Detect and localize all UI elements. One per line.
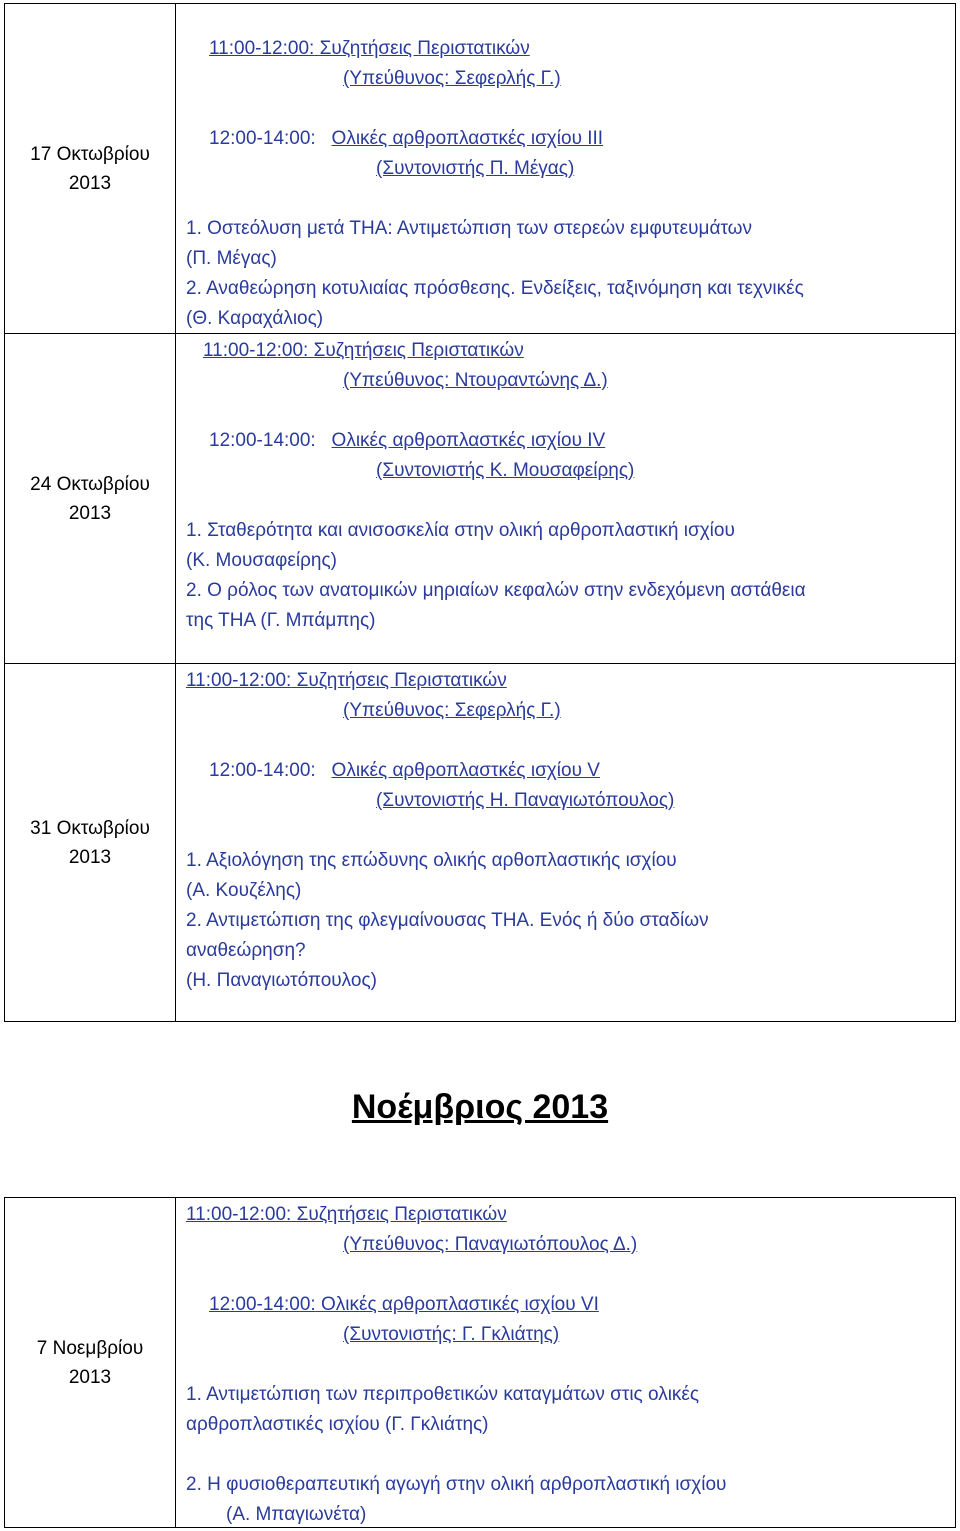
date-day: 31 Οκτωβρίου (30, 817, 150, 839)
discussion-heading (186, 1200, 507, 1230)
session-title: Ολικές αρθροπλαστικές ισχίου VI (320, 1294, 599, 1315)
talk-title: 2. Αναθεώρηση κοτυλιαίας πρόσθεσης. Ενδείξεις, ταξινόμηση και τεχνικές (186, 278, 804, 299)
date-year: 2013 (68, 502, 112, 524)
discussion-heading (209, 34, 530, 64)
session-heading (209, 756, 600, 786)
discussion-time: 11:00-12:00: (209, 38, 315, 59)
talk-title: 2. Αντιμετώπιση της φλεγμαίνουσας ΤΗΑ. Ενός ή δύο σταδίων (186, 910, 709, 931)
talk-title: 2. Η φυσιοθεραπευτική αγωγή στην ολική αρθροπλαστική ισχίου (186, 1474, 727, 1495)
discussion-title: Συζητήσεις Περιστατικών (296, 1204, 507, 1225)
schedule-row (5, 1198, 956, 1528)
month-heading: Νοέμβριος 2013 (351, 1088, 609, 1126)
talk-title-cont: αναθεώρηση? (186, 940, 306, 961)
talk-speaker: (Γ. Γκλιάτης) (385, 1414, 489, 1435)
talk-title-cont: της ΤΗΑ (186, 610, 256, 631)
discussion-lead: (Υπεύθυνος: Σεφερλής Γ.) (343, 68, 561, 89)
discussion-title: Συζητήσεις Περιστατικών (319, 38, 530, 59)
session-title: Ολικές αρθροπλαστκές ισχίου IV (331, 430, 606, 451)
session-time: 12:00-14:00: (209, 1294, 316, 1315)
session-time: 12:00-14:00: (209, 128, 316, 149)
date-year: 2013 (68, 1366, 112, 1388)
date-cell (5, 334, 176, 664)
discussion-time: 11:00-12:00: (186, 670, 292, 691)
schedule-row (5, 4, 956, 334)
talk-title: 1. Αντιμετώπιση των περιπροθετικών καταγμάτων στις ολικές (186, 1384, 700, 1405)
session-heading (209, 124, 603, 154)
session-heading (209, 426, 605, 456)
session-heading (209, 1290, 599, 1320)
date-day: 7 Νοεμβρίου (36, 1337, 144, 1359)
session-cell (176, 334, 956, 664)
october-schedule-table (4, 3, 956, 1022)
date-cell (5, 1198, 176, 1528)
talk-speaker: (Θ. Καραχάλιος) (186, 308, 324, 329)
date-cell (5, 664, 176, 1022)
discussion-heading (203, 336, 524, 366)
discussion-lead: (Υπεύθυνος: Σεφερλής Γ.) (343, 700, 561, 721)
talk-title-continued (186, 1410, 489, 1440)
discussion-time: 11:00-12:00: (203, 340, 309, 361)
date-year: 2013 (68, 846, 112, 868)
session-time: 12:00-14:00: (209, 430, 316, 451)
discussion-time: 11:00-12:00: (186, 1204, 292, 1225)
talk-title: 2. Ο ρόλος των ανατομικών μηριαίων κεφαλών στην ενδεχόμενη αστάθεια (186, 580, 806, 601)
session-coordinator: (Συντονιστής: Γ. Γκλιάτης) (343, 1324, 560, 1345)
talk-title: 1. Σταθερότητα και ανισοσκελία στην ολική αρθροπλαστική ισχίου (186, 520, 735, 541)
talk-title-continued (186, 606, 375, 636)
session-title: Ολικές αρθροπλαστκές ισχίου III (331, 128, 604, 149)
session-coordinator: (Συντονιστής Η. Παναγιωτόπουλος) (376, 790, 675, 811)
talk-speaker: (Γ. Μπάμπης) (260, 610, 376, 631)
date-day: 24 Οκτωβρίου (30, 473, 150, 495)
session-title: Ολικές αρθροπλαστκές ισχίου V (331, 760, 600, 781)
session-cell (176, 664, 956, 1022)
session-cell (176, 1198, 956, 1528)
session-time: 12:00-14:00: (209, 760, 316, 781)
discussion-title: Συζητήσεις Περιστατικών (296, 670, 507, 691)
talk-title: 1. Οστεόλυση μετά ΤΗΑ: Αντιμετώπιση των στερεών εμφυτευμάτων (186, 218, 753, 239)
talk-title: 1. Αξιολόγηση της επώδυνης ολικής αρθοπλαστικής ισχίου (186, 850, 677, 871)
session-cell (176, 4, 956, 334)
date-year: 2013 (68, 172, 112, 194)
session-coordinator: (Συντονιστής Π. Μέγας) (376, 158, 575, 179)
discussion-title: Συζητήσεις Περιστατικών (313, 340, 524, 361)
schedule-row (5, 664, 956, 1022)
talk-speaker: (Η. Παναγιωτόπουλος) (186, 970, 377, 991)
date-day: 17 Οκτωβρίου (30, 143, 150, 165)
discussion-heading (186, 666, 507, 696)
talk-speaker: (Α. Μπαγιωνέτα) (226, 1504, 367, 1525)
discussion-lead: (Υπεύθυνος: Ντουραντώνης Δ.) (343, 370, 608, 391)
session-coordinator: (Συντονιστής Κ. Μουσαφείρης) (376, 460, 635, 481)
talk-speaker: (Π. Μέγας) (186, 248, 277, 269)
talk-speaker: (Α. Κουζέλης) (186, 880, 302, 901)
talk-title-cont: αρθροπλαστικές ισχίου (186, 1414, 380, 1435)
discussion-lead: (Υπεύθυνος: Παναγιωτόπουλος Δ.) (343, 1234, 638, 1255)
date-cell (5, 4, 176, 334)
schedule-row (5, 334, 956, 664)
november-schedule-table (4, 1197, 956, 1528)
talk-speaker: (Κ. Μουσαφείρης) (186, 550, 337, 571)
